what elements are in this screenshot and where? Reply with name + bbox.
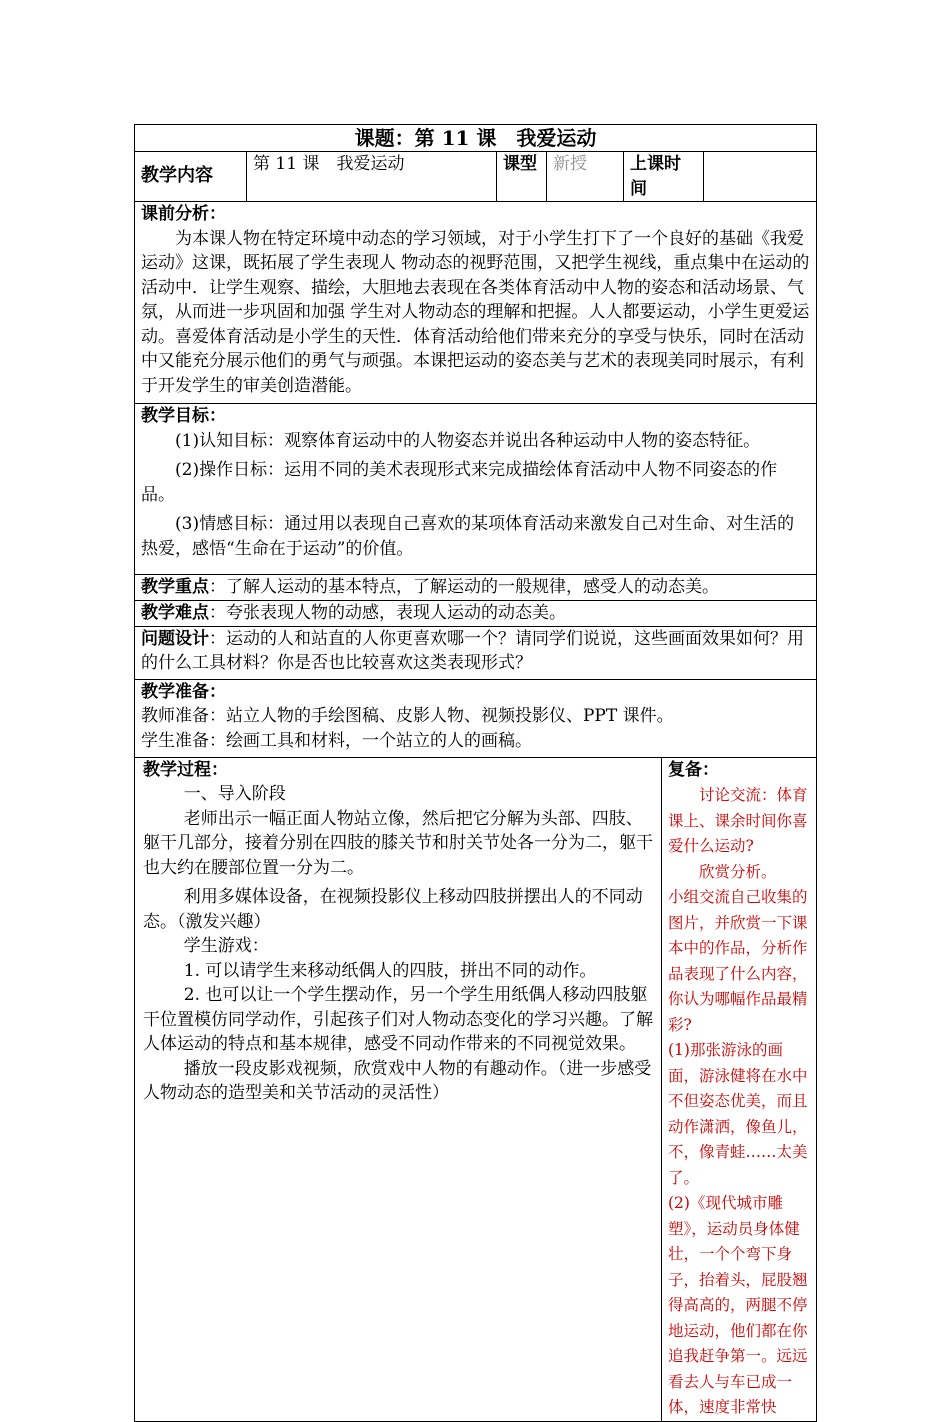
key-point-label: 教学重点 [141, 577, 209, 597]
question-row [135, 626, 817, 679]
content-label: 教学内容 [135, 152, 247, 202]
process-paragraph: 老师出示一幅正面人物站立像，然后把它分解为头部、四肢、躯干几部分，接着分别在四肢的膝关节和肘关节处各一分为二，躯干也大约在腰部位置一分为二。 [143, 808, 653, 878]
time-label: 上课时间 [624, 152, 704, 202]
type-value: 新授 [547, 152, 624, 202]
objective-item: (3)情感目标：通过用以表现自己喜欢的某项体育活动来激发自己对生命、对生活的热爱，感悟“生命在于运动”的价值。 [141, 514, 795, 559]
review-paragraph: 讨论交流：体育课上、课余时间你喜爱什么运动? [668, 786, 808, 855]
pre-analysis-section [135, 202, 817, 404]
preparation-section [135, 679, 817, 757]
difficulty-text: ：夸张表现人物的动感，表现人运动的动态美。 [209, 602, 566, 623]
process-section [135, 757, 662, 1421]
process-paragraph: 2. 也可以让一个学生摆动作，另一个学生用纸偶人移动四肢躯干位置模仿同学动作，引起孩子们对人物动态变化的学习兴趣。了解人体运动的特点和基本规律，感受不同动作带来的不同视觉效果。 [143, 985, 653, 1054]
question-text: ：运动的人和站直的人你更喜欢哪一个？请同学们说说，这些画面效果如何？用的什么工具材料？你是否也比较喜欢这类表现形式？ [141, 628, 804, 673]
preparation-label: 教学准备： [141, 681, 226, 702]
student-preparation: 学生准备：绘画工具和材料，一个站立的人的画稿。 [141, 730, 532, 751]
process-paragraph: 1. 可以请学生来移动纸偶人的四肢，拼出不同的动作。 [183, 960, 597, 981]
objective-item: (1)认知目标：观察体育运动中的人物姿态并说出各种运动中人物的姿态特征。 [175, 430, 761, 451]
teacher-preparation: 教师准备：站立人物的手绘图稿、皮影人物、视频投影仪、PPT 课件。 [141, 706, 674, 726]
type-label: 课型 [497, 152, 547, 202]
objectives-label: 教学目标： [141, 406, 226, 426]
review-paragraph: (2)《现代城市雕塑》，运动员身体健壮，一个个弯下身子，抬着头，屁股翘得高高的，两腿不停地运动，他们都在你追我赶争第一。远远看去人与车已成一体，速度非常快 [668, 1194, 808, 1416]
review-paragraph: 欣赏分析。 [699, 862, 777, 881]
pre-analysis-text: 为本课人物在特定环境中动态的学习领域，对于小学生打下了一个良好的基础《我爱运动》这课，既拓展了学生表现人 物动态的视野范围，又把学生视线，重点集中在运动的活动中．让学生观察、描绘，大胆地去表现在各类体育活动中人物的姿态和活动场景、气氛，从而进一步巩固和加强 学生对人物动态的理解和把握。人人都要运动，小学生更爱运动。喜爱体育活动是小学生的天性．体育活动给他们带来充分的享受与快乐，同时在活动中又能充分展示他们的勇气与顽强。本课把运动的姿态美与艺术的表现美同时展示，有利于开发学生的审美创造潜能。 [141, 228, 810, 396]
process-paragraph: 播放一段皮影戏视频，欣赏戏中人物的有趣动作。（进一步感受人物动态的造型美和关节活动的灵活性） [143, 1058, 652, 1103]
difficulty-label: 教学难点 [141, 602, 209, 623]
process-paragraph: 学生游戏： [183, 936, 269, 956]
question-label: 问题设计 [141, 628, 209, 649]
time-value [704, 152, 817, 202]
process-paragraph: 利用多媒体设备，在视频投影仪上移动四肢拼摆出人的不同动态。（激发兴趣） [143, 887, 643, 932]
process-label: 教学过程： [143, 759, 228, 780]
process-paragraph: 一、导入阶段 [183, 784, 286, 804]
difficulty-row [135, 600, 817, 626]
review-section [662, 757, 817, 1421]
review-paragraph: (1)那张游泳的画面，游泳健将在水中不但姿态优美，而且动作潇洒，像鱼儿，不，像青蛙……太美了。 [668, 1041, 808, 1187]
review-paragraph: 小组交流自己收集的图片，并欣赏一下课本中的作品，分析作品表现了什么内容，你认为哪幅作品最精彩? [668, 888, 808, 1034]
objectives-section [135, 404, 817, 575]
pre-analysis-label: 课前分析： [141, 204, 226, 224]
content-value: 第 11 课 我爱运动 [247, 152, 497, 202]
key-point-text: ：了解人运动的基本特点，了解运动的一般规律，感受人的动态美。 [209, 577, 719, 597]
objective-item: (2)操作日标：运用不同的美术表现形式来完成描绘体育活动中人物不同姿态的作品。 [141, 460, 778, 505]
lesson-plan-table [134, 124, 817, 1422]
review-label: 复备： [668, 759, 719, 780]
key-point-row [135, 575, 817, 601]
lesson-title: 课题：第 11 课 我爱运动 [135, 125, 817, 152]
